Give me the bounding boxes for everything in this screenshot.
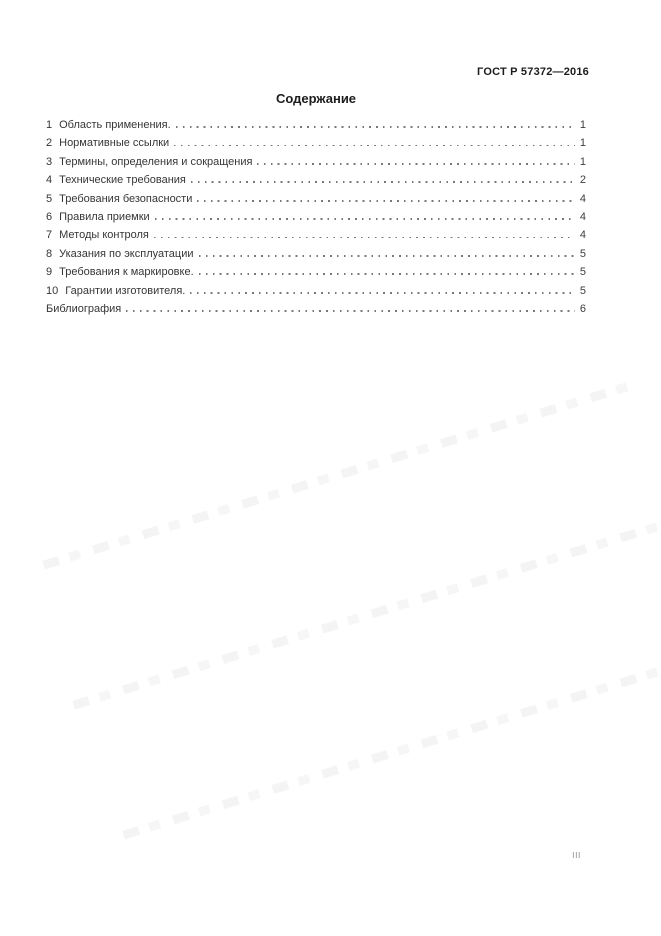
toc-entry <box>46 156 586 174</box>
toc-entry <box>46 211 586 229</box>
toc-entry <box>46 174 586 192</box>
leader-dots <box>199 273 575 275</box>
leader-dots <box>154 237 575 239</box>
leader-dots <box>191 181 575 183</box>
leader-dots <box>257 163 575 165</box>
leader-dots <box>199 255 576 257</box>
leader-dots <box>126 310 575 312</box>
toc-entry-page: 1 <box>579 119 586 131</box>
leader-dots <box>174 145 575 147</box>
leader-dots <box>176 126 575 128</box>
toc-entry-page: 6 <box>579 302 586 315</box>
toc-entry <box>46 137 586 155</box>
toc-entry-page: 5 <box>579 247 586 260</box>
document-header <box>477 62 589 80</box>
toc-title: Содержание <box>275 91 357 106</box>
toc-entry-page: 1 <box>579 137 586 150</box>
toc-entry <box>46 266 586 284</box>
watermark-strip <box>122 650 661 840</box>
toc-entry-number: 8 <box>46 247 53 260</box>
toc-entry-number: 10 <box>46 284 59 297</box>
toc-entry-label: Нормативные ссылки <box>59 137 170 150</box>
toc-entry-label: Технические требования <box>59 174 186 187</box>
watermark-strip <box>72 520 661 710</box>
page-number: III <box>572 850 581 860</box>
toc-entry-label: Методы контроля <box>59 229 149 242</box>
toc-entry-number: 6 <box>46 210 53 223</box>
toc-entry-label: Область применения. <box>59 119 171 131</box>
leader-dots <box>155 218 575 220</box>
toc-entry-number: 1 <box>46 119 53 131</box>
toc-entry-number: 3 <box>46 155 53 168</box>
toc-entry-page: 4 <box>579 229 586 242</box>
toc-entry-page: 4 <box>579 192 586 205</box>
toc-entry-number: 7 <box>46 229 53 242</box>
toc-entry <box>46 193 586 211</box>
toc-entry-page: 4 <box>579 210 586 223</box>
toc-entry-label: Правила приемки <box>59 210 150 223</box>
toc-entry-page: 5 <box>579 284 586 297</box>
toc-entry <box>46 285 586 303</box>
page-footer <box>572 845 581 863</box>
toc-entry-number: 9 <box>46 266 53 279</box>
leader-dots <box>197 200 575 202</box>
toc-entry-label: Библиография <box>46 302 122 315</box>
toc-entry <box>46 248 586 266</box>
toc-entry-number: 2 <box>46 137 53 150</box>
toc-entry-label: Термины, определения и сокращения <box>59 155 253 168</box>
toc-entry <box>46 119 586 137</box>
toc-entry-label: Требования безопасности <box>59 192 193 205</box>
watermark-strip <box>42 380 638 570</box>
toc-entry-page: 2 <box>579 174 586 187</box>
toc-entry-label: Требования к маркировке. <box>59 266 194 279</box>
toc-entry-page: 1 <box>579 155 586 168</box>
leader-dots <box>190 292 575 294</box>
toc-entry <box>46 229 586 247</box>
toc-entry-page: 5 <box>579 266 586 279</box>
toc-entry <box>46 303 586 321</box>
toc-entry-number: 5 <box>46 192 53 205</box>
toc-entry-label: Гарантии изготовителя. <box>65 284 186 297</box>
toc-entry-number: 4 <box>46 174 53 187</box>
document-number: ГОСТ Р 57372—2016 <box>477 66 589 78</box>
toc-list <box>46 119 586 321</box>
toc-entry-label: Указания по эксплуатации <box>59 247 194 260</box>
